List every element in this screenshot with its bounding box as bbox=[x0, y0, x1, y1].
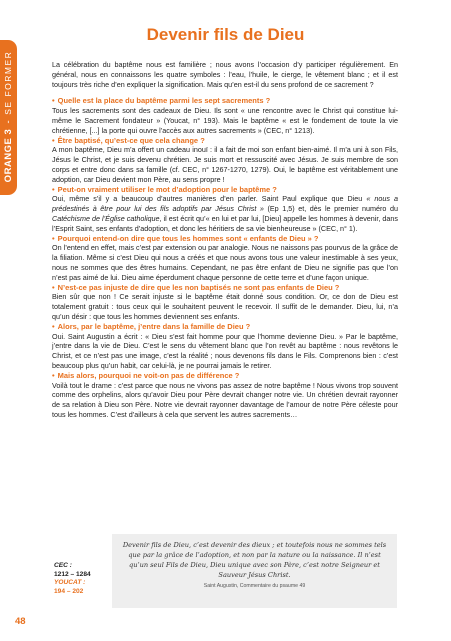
book-title: Catéchisme de l’Église catholique bbox=[52, 213, 160, 223]
question-text: Peut-on vraiment utiliser le mot d’adoption pour le baptême ? bbox=[57, 184, 277, 194]
youcat-value: 194 – 202 bbox=[54, 587, 84, 595]
page-title: Devenir fils de Dieu bbox=[146, 25, 305, 44]
answer-paragraph: Tous les sacrements sont des cadeaux de Dieu. Ils sont « une rencontre avec le Christ qui constitue lui-même le Sacrement fondateur » (Youcat, n° 193). Mais le baptême « est le fondement de toute la vie chrétienne, [...] la porte qui ouvre l’accès aux autres sacrements » (CEC, n° 1213). bbox=[52, 106, 398, 135]
question-heading bbox=[52, 371, 398, 381]
bullet-icon: • bbox=[52, 370, 55, 380]
scripture-quote: « nous a prédestinés à être pour lui des fils adoptifs par Jésus Christ » bbox=[52, 194, 399, 214]
question-heading bbox=[52, 96, 398, 106]
quote-source: Saint Augustin, Commentaire du psaume 49 bbox=[203, 583, 306, 589]
question-heading bbox=[52, 185, 398, 195]
bullet-icon: • bbox=[52, 282, 55, 292]
answer-text: (Ep 1,5) et, dès le premier numéro du bbox=[263, 204, 398, 214]
answer-paragraph: A mon baptême, Dieu m’a offert un cadeau inouï : il a fait de moi son enfant bien-aimé. Il m’a uni à son Fils, Jésus le Christ, et je suis devenu chrétien. Je suis mort et ressuscité avec Jésus. Je suis membre de son corps et entre donc dans sa famille (cf. CEC, n° 1267-1270, 1279). Oui, le baptême est véritablement une adoption, car Dieu devient mon Père, au sens propre ! bbox=[52, 145, 398, 184]
cec-label: CEC : bbox=[54, 562, 72, 569]
question-text: N’est-ce pas injuste de dire que les non baptisés ne sont pas enfants de Dieu ? bbox=[57, 282, 340, 292]
bullet-icon: • bbox=[52, 96, 55, 106]
side-tab-sub: SE FORMER bbox=[3, 50, 13, 115]
question-text: Pourquoi entend-on dire que tous les hommes sont « enfants de Dieu » ? bbox=[57, 233, 319, 243]
side-tab-label bbox=[0, 44, 17, 189]
quote-box bbox=[112, 534, 397, 608]
quote-text: Devenir fils de Dieu, c’est devenir des dieux ; et toutefois nous ne sommes tels que par la grâce de l’adoption, et non par la nature ou la naissance. Il n’est qu’un seul Fils de Dieu, Dieu unique avec son Père, c’est notre Seigneur et Sauveur Jésus Christ. bbox=[122, 541, 387, 579]
youcat-label: YOUCAT : bbox=[54, 579, 86, 586]
side-tab-dash: - bbox=[3, 119, 14, 124]
answer-paragraph: Oui. Saint Augustin a écrit : « Dieu s’est fait homme pour que l’homme devienne Dieu. » Par le baptême, j’entre dans la vie de Dieu. C’est le sens du vêtement blanc que l’on revêt au baptême : nous revêtons le Christ, et ce n’est pas une image, c’est la réalité ; nous devenons fils dans le Fils. Comprenons bien : c’est beaucoup plus qu’un habit, car celui-là, je ne pourrai jamais le retirer. bbox=[52, 331, 398, 370]
question-text: Quelle est la place du baptême parmi les sept sacrements ? bbox=[57, 96, 271, 106]
question-heading bbox=[52, 136, 398, 146]
answer-paragraph bbox=[52, 194, 398, 233]
page-number: 48 bbox=[15, 616, 26, 627]
bullet-icon: • bbox=[52, 184, 55, 194]
cec-value: 1212 – 1284 bbox=[54, 570, 91, 578]
side-tab-main: ORANGE 3 bbox=[3, 128, 14, 183]
question-text: Alors, par le baptême, j’entre dans la famille de Dieu ? bbox=[57, 321, 251, 331]
references bbox=[54, 562, 91, 596]
question-text: Mais alors, pourquoi ne voit-on pas de différence ? bbox=[57, 370, 240, 380]
bullet-icon: • bbox=[52, 233, 55, 243]
answer-paragraph: Bien sûr que non ! Ce serait injuste si le baptême était donné sous condition. Or, ce don de Dieu est totalement gratuit : tous ceux qui le souhaitent peuvent le recevoir. Il suffit de le demander. Dieu, lui, n’a qu’un désir : que tous les hommes deviennent ses enfants. bbox=[52, 292, 398, 321]
bullet-icon: • bbox=[52, 135, 55, 145]
answer-text: , il est écrit qu’« en lui et par lui, [Dieu] appelle les hommes à devenir, dans l’Esprit Saint, ses enfants d’adoption, et donc les héritiers de sa vie bienheureuse » (CEC, n° 1). bbox=[52, 213, 398, 233]
answer-paragraph: Voilà tout le drame : c’est parce que nous ne vivons pas assez de notre baptême ! Nous vivons trop souvent comme des orphelins, alors qu’avoir Dieu pour Père devrait changer notre vie. Un chrétien devrait rayonner de sa relation à Dieu son Père. Notre vie devrait rayonner davantage de l’amour de notre Père céleste pour tous les hommes. C’est d’ailleurs à cela que servent les autres sacrements… bbox=[52, 380, 398, 419]
answer-paragraph: On l’entend en effet, mais c’est par extension ou par analogie. Nous ne naissons pas pourvus de la grâce de la filiation. Même si c’est Dieu qui nous a créés et que nous avons tous une valeur inestimable à ses yeux, nous ne sommes que des êtres humains. Cependant, ne pas être enfant de Dieu ne signifie pas que l’on n’est pas aimé de lui. Dieu aime éperdument chaque personne de cette terre et d’une façon unique. bbox=[52, 243, 398, 282]
question-text: Être baptisé, qu’est-ce que cela change ? bbox=[57, 135, 205, 145]
question-heading bbox=[52, 234, 398, 244]
main-content bbox=[52, 60, 398, 420]
intro-paragraph: La célébration du baptême nous est familière ; nous avons l’occasion d’y participer régulièrement. En général, nous en connaissons les quatre symboles : l’eau, l’huile, le cierge, le vêtement blanc ; et il est toujours très riche d’en expliquer la signification. Mais qu’en est-il du sens profond de ce sacrement ? bbox=[52, 60, 398, 89]
question-heading bbox=[52, 283, 398, 293]
question-heading bbox=[52, 322, 398, 332]
bullet-icon: • bbox=[52, 321, 55, 331]
answer-text: Oui, même s’il y a beaucoup d’autres manières d’en parler. Saint Paul explique que Dieu bbox=[52, 194, 367, 204]
